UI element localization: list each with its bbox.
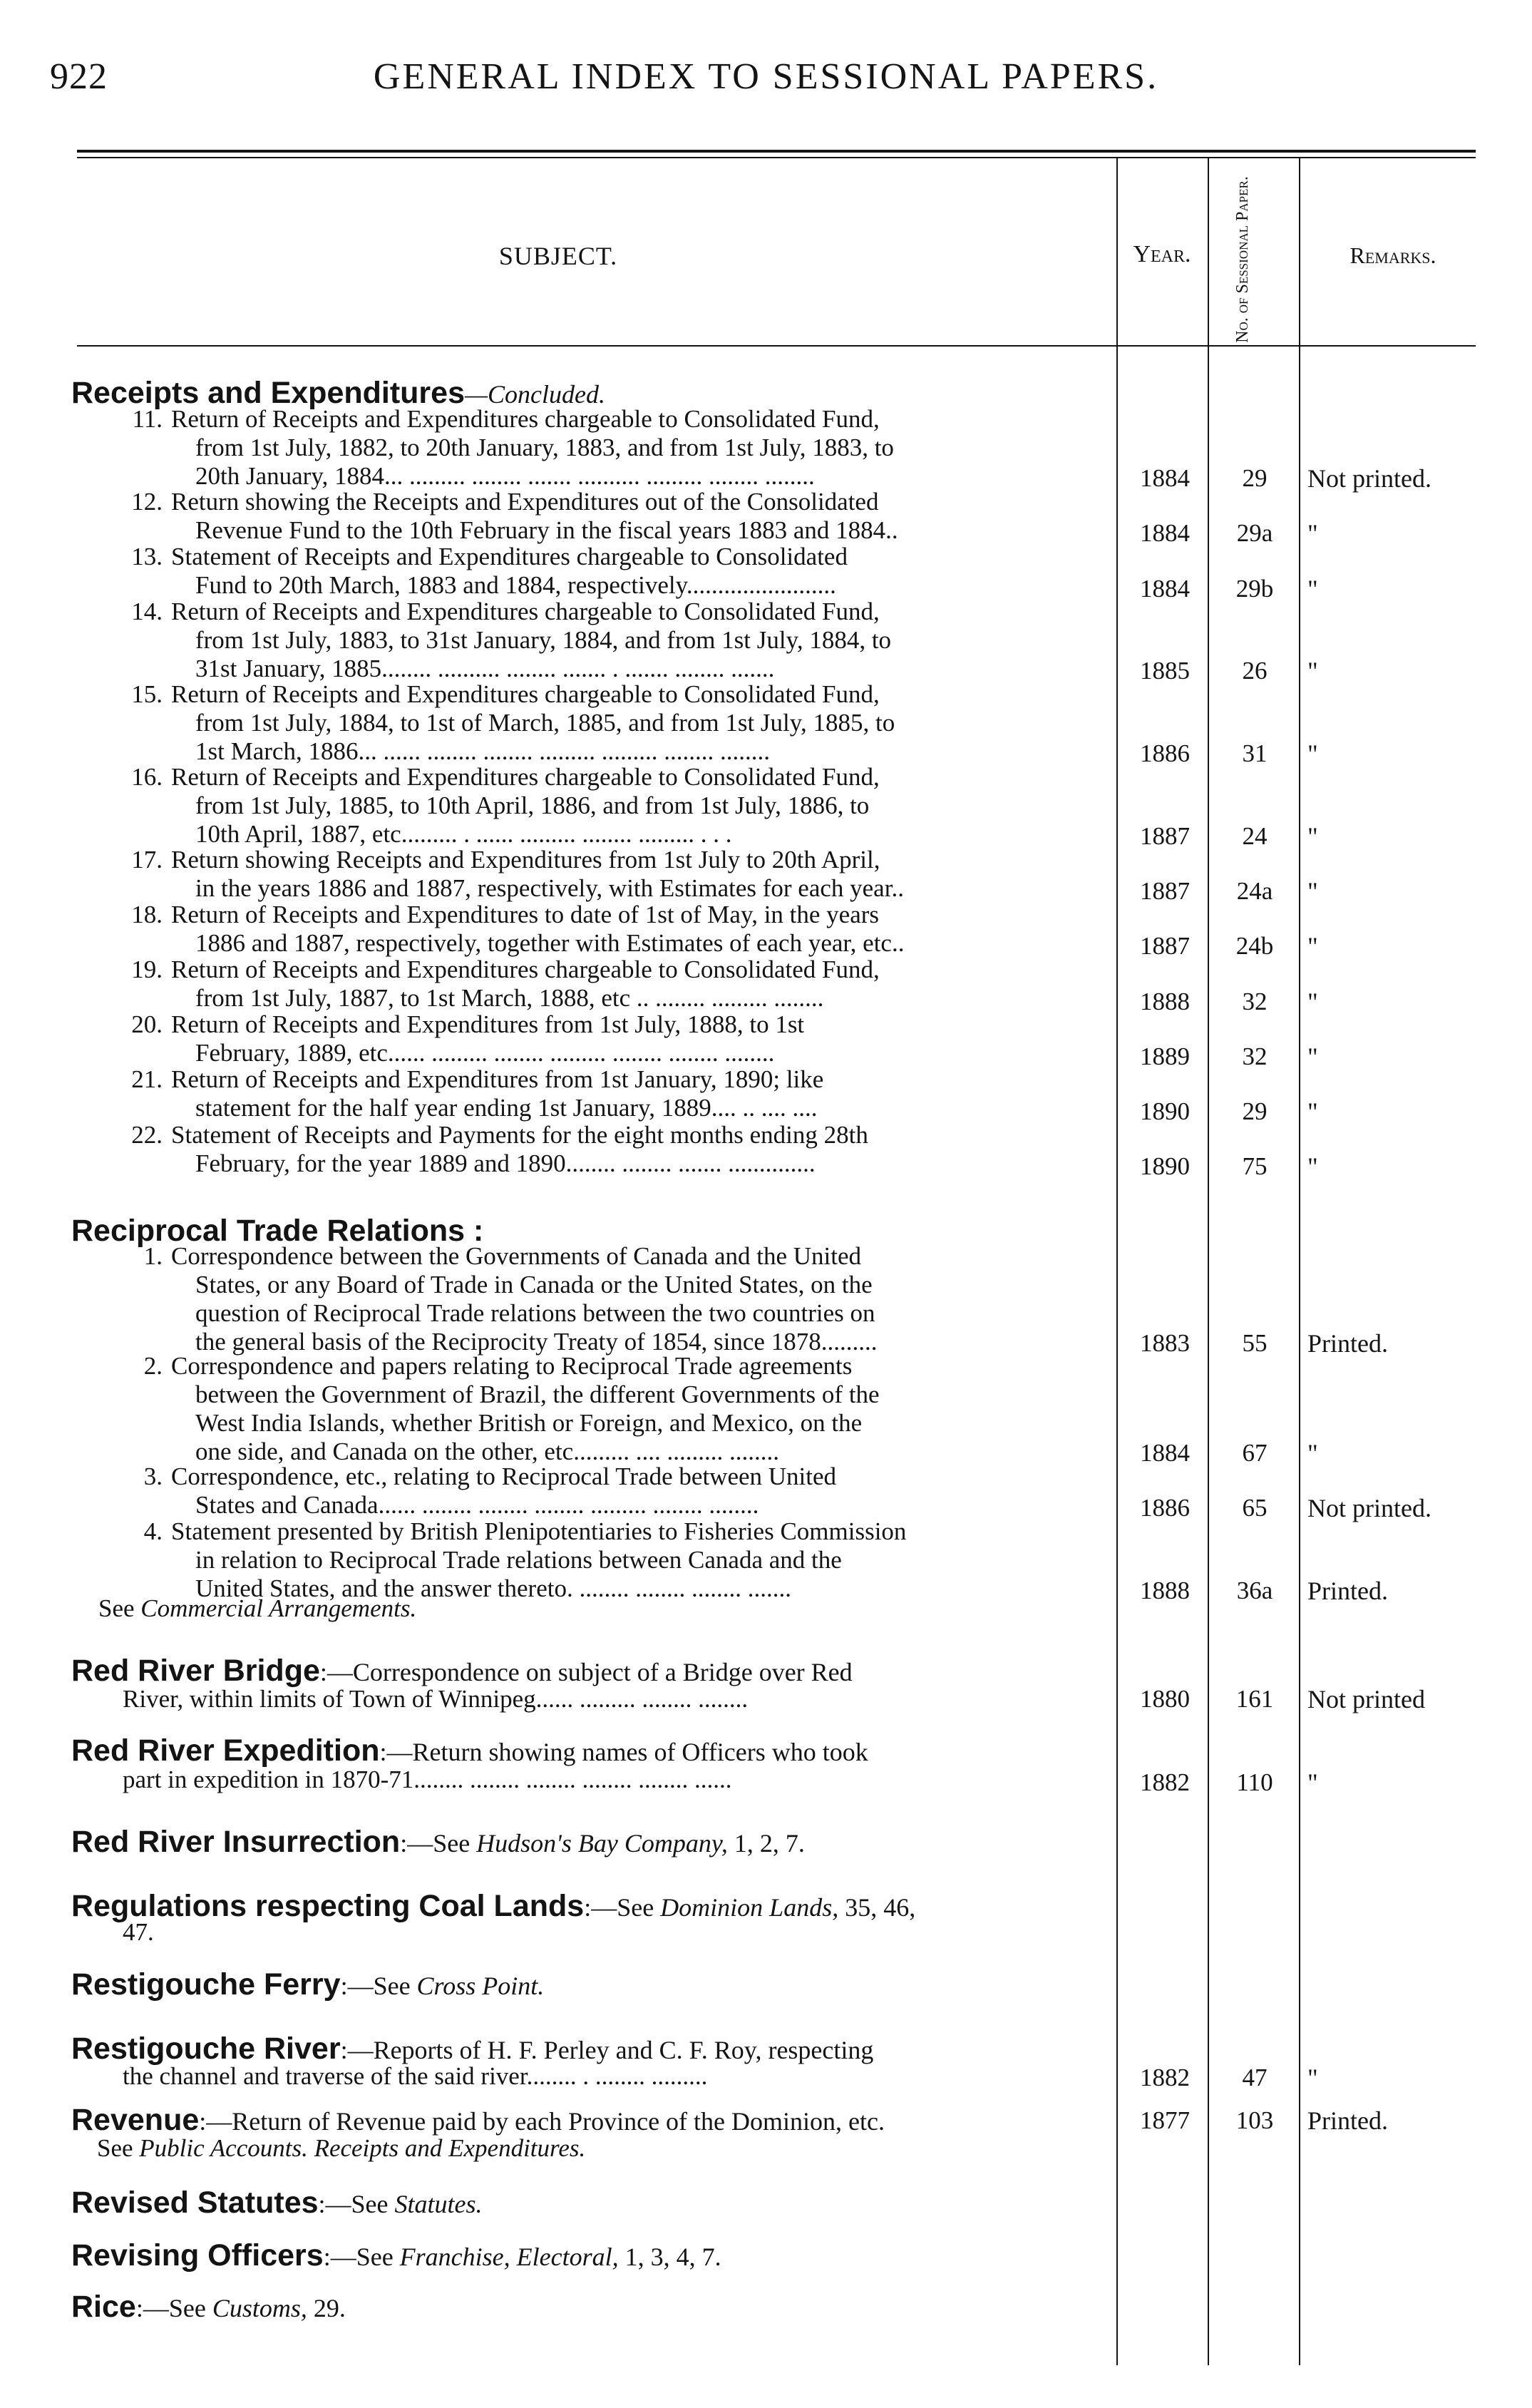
item-description-line: 10th April, 1887, etc......... . ...... ......... ........ ......... . . . bbox=[195, 819, 732, 848]
item-paper-number: 29a bbox=[1236, 519, 1273, 548]
item-remarks: " bbox=[1307, 1152, 1318, 1182]
item-description-line: between the Government of Brazil, the different Governments of the bbox=[195, 1380, 880, 1409]
entry-remarks: Printed. bbox=[1307, 2106, 1388, 2135]
item-paper-number: 67 bbox=[1242, 1439, 1268, 1467]
item-description-line: February, 1889, etc...... ......... ........ ......... ........ ........ ........ bbox=[195, 1039, 775, 1067]
entry-rice bbox=[71, 2290, 1112, 2325]
item-description bbox=[171, 1517, 1116, 1603]
entry-year: 1880 bbox=[1140, 1685, 1190, 1713]
item-description bbox=[171, 901, 1116, 958]
item-paper-number: 26 bbox=[1242, 657, 1268, 685]
item-description-line: Return of Receipts and Expenditures from 1st July, 1888, to 1st bbox=[171, 1010, 805, 1039]
item-number: 3. bbox=[143, 1462, 163, 1490]
item-description-line: 31st January, 1885........ .......... ........ ....... . ....... ........ ....... bbox=[195, 655, 775, 683]
item-description-line: Return of Receipts and Expenditures chargeable to Consolidated Fund, bbox=[171, 680, 880, 708]
item-paper-number: 36a bbox=[1236, 1577, 1273, 1605]
column-divider-year bbox=[1116, 158, 1118, 2365]
item-number: 18. bbox=[131, 900, 163, 928]
item-paper-number: 75 bbox=[1242, 1152, 1268, 1181]
item-year: 1887 bbox=[1140, 822, 1190, 850]
entry-paper-number: 103 bbox=[1235, 2106, 1274, 2134]
item-description bbox=[171, 1065, 1116, 1122]
item-year: 1884 bbox=[1140, 574, 1190, 603]
entry-red-river-expedition bbox=[71, 1734, 1112, 1768]
item-description bbox=[171, 543, 1116, 600]
entry-revised-statutes bbox=[71, 2186, 1112, 2220]
item-description-line: the general basis of the Reciprocity Treaty of 1854, since 1878......... bbox=[195, 1328, 878, 1356]
entry-continuation: part in expedition in 1870-71........ ........ ........ ........ ........ ...... bbox=[123, 1766, 732, 1793]
entry-see-reference: Statutes. bbox=[394, 2190, 483, 2218]
item-description-line: Return showing Receipts and Expenditures from 1st July to 20th April, bbox=[171, 845, 880, 873]
section-heading-reciprocal-title: Reciprocal Trade Relations : bbox=[71, 1214, 484, 1248]
entry-text: :—Correspondence on subject of a Bridge over Red bbox=[319, 1658, 853, 1686]
item-year: 1886 bbox=[1140, 1494, 1190, 1522]
entry-heading: Regulations respecting Coal Lands bbox=[71, 1889, 585, 1923]
entry-heading: Restigouche River bbox=[71, 2032, 341, 2066]
entry-see-reference: Dominion Lands, bbox=[660, 1893, 839, 1922]
entry-heading: Restigouche Ferry bbox=[71, 1967, 341, 2002]
entry-text: :—See bbox=[584, 1893, 661, 1922]
entry-restigouche-river bbox=[71, 2032, 1112, 2066]
item-description-line: Return showing the Receipts and Expenditures out of the Consolidated bbox=[171, 487, 879, 516]
page-number: 922 bbox=[50, 56, 108, 97]
item-description-line: 1st March, 1886... ...... ........ ........ ......... ......... ........ ........ bbox=[195, 737, 770, 765]
item-number: 13. bbox=[131, 543, 163, 570]
entry-remarks: " bbox=[1307, 2064, 1318, 2092]
item-description bbox=[171, 955, 1116, 1013]
item-number: 16. bbox=[131, 762, 163, 791]
item-description-line: States and Canada...... ........ ........ ........ ......... ........ ........ bbox=[195, 1490, 759, 1519]
item-remarks: " bbox=[1307, 574, 1318, 603]
item-description-line: from 1st July, 1883, to 31st January, 1884, and from 1st July, 1884, to bbox=[195, 626, 892, 655]
see-reference: Public Accounts. Receipts and Expenditures. bbox=[139, 2134, 586, 2162]
item-description bbox=[171, 846, 1116, 903]
item-number: 20. bbox=[131, 1010, 163, 1039]
item-description-line: question of Reciprocal Trade relations between the two countries on bbox=[195, 1299, 875, 1327]
item-paper-number: 24a bbox=[1236, 877, 1273, 906]
entry-see-numbers: 35, 46, bbox=[838, 1893, 916, 1922]
item-number: 22. bbox=[131, 1120, 163, 1149]
item-description-line: United States, and the answer thereto. ........ ........ ........ ....... bbox=[195, 1574, 791, 1602]
item-description bbox=[171, 1121, 1116, 1178]
item-paper-number: 24b bbox=[1235, 932, 1274, 960]
entry-see-reference: Hudson's Bay Company, bbox=[476, 1829, 728, 1858]
entry-year: 1882 bbox=[1140, 1768, 1190, 1796]
entry-see-reference: Customs, bbox=[212, 2294, 307, 2322]
item-year: 1890 bbox=[1140, 1097, 1190, 1125]
item-description bbox=[171, 488, 1116, 545]
item-year: 1890 bbox=[1140, 1152, 1190, 1181]
entry-restigouche-ferry bbox=[71, 1968, 1112, 2002]
item-description-line: States, or any Board of Trade in Canada or the United States, on the bbox=[195, 1271, 873, 1298]
item-remarks: Not printed. bbox=[1307, 1494, 1431, 1523]
page-header bbox=[0, 56, 1532, 106]
item-year: 1883 bbox=[1140, 1328, 1190, 1357]
reciprocal-see-also bbox=[98, 1594, 416, 1623]
item-description bbox=[171, 1242, 1116, 1356]
item-paper-number: 31 bbox=[1242, 739, 1268, 768]
item-description bbox=[171, 1462, 1116, 1520]
entry-see-numbers: 1, 3, 4, 7. bbox=[618, 2243, 721, 2271]
item-description-line: Revenue Fund to the 10th February in the fiscal years 1883 and 1884.. bbox=[195, 516, 898, 544]
item-year: 1884 bbox=[1140, 519, 1190, 548]
item-year: 1888 bbox=[1140, 1577, 1190, 1605]
entry-text: :—See bbox=[318, 2190, 395, 2218]
entry-regulations-coal-lands bbox=[71, 1890, 1112, 1924]
column-header-paper: No. of Sessional Paper. bbox=[1233, 176, 1252, 343]
item-year: 1889 bbox=[1140, 1042, 1190, 1070]
item-description-line: statement for the half year ending 1st January, 1889.... .. .... .... bbox=[195, 1094, 818, 1122]
entry-revenue bbox=[71, 2104, 1112, 2138]
item-description-line: in relation to Reciprocal Trade relations between Canada and the bbox=[195, 1546, 842, 1574]
item-description-line: from 1st July, 1884, to 1st of March, 1885, and from 1st July, 1885, to bbox=[195, 709, 895, 737]
item-description bbox=[171, 1352, 1116, 1466]
entry-year: 1882 bbox=[1140, 2064, 1190, 2091]
entry-text: :—Reports of H. F. Perley and C. F. Roy, respecting bbox=[340, 2036, 874, 2064]
item-remarks: " bbox=[1307, 877, 1318, 906]
section-heading-receipts-title: Receipts and Expenditures bbox=[71, 376, 465, 410]
item-description bbox=[171, 763, 1116, 849]
item-remarks: " bbox=[1307, 1439, 1318, 1468]
column-header-year: Year. bbox=[1133, 241, 1191, 267]
entry-heading: Red River Expedition bbox=[71, 1733, 380, 1768]
entry-heading: Revised Statutes bbox=[71, 2186, 319, 2220]
item-remarks: Not printed. bbox=[1307, 464, 1431, 493]
item-number: 14. bbox=[131, 598, 163, 626]
entry-text: :—See bbox=[323, 2243, 400, 2271]
entry-paper-number: 161 bbox=[1235, 1685, 1274, 1713]
item-year: 1884 bbox=[1140, 464, 1190, 493]
header-rule-thin bbox=[77, 157, 1476, 158]
entry-paper-number: 110 bbox=[1236, 1768, 1273, 1796]
item-remarks: " bbox=[1307, 657, 1318, 686]
item-description-line: one side, and Canada on the other, etc......... .... ......... ........ bbox=[195, 1438, 779, 1466]
entry-paper-number: 47 bbox=[1242, 2064, 1268, 2091]
item-description-line: 20th January, 1884... ......... ........ ....... .......... ......... ........ ........ bbox=[195, 462, 815, 490]
see-label: See bbox=[97, 2134, 140, 2162]
entry-heading: Red River Insurrection bbox=[71, 1825, 401, 1859]
item-description-line: Statement of Receipts and Payments for the eight months ending 28th bbox=[171, 1120, 868, 1149]
item-paper-number: 29 bbox=[1242, 464, 1268, 493]
item-paper-number: 32 bbox=[1242, 1042, 1268, 1070]
item-number: 17. bbox=[131, 845, 163, 873]
item-description-line: February, for the year 1889 and 1890........ ........ ....... .............. bbox=[195, 1149, 816, 1177]
item-year: 1888 bbox=[1140, 987, 1190, 1015]
entry-see-numbers: 1, 2, 7. bbox=[727, 1829, 805, 1858]
item-description-line: in the years 1886 and 1887, respectively, with Estimates for each year.. bbox=[195, 873, 904, 902]
item-description bbox=[171, 680, 1116, 766]
item-paper-number: 65 bbox=[1242, 1494, 1268, 1522]
item-remarks: " bbox=[1307, 932, 1318, 961]
item-description-line: Return of Receipts and Expenditures from 1st January, 1890; like bbox=[171, 1065, 824, 1094]
item-description bbox=[171, 1010, 1116, 1067]
entry-heading: Red River Bridge bbox=[71, 1654, 320, 1688]
item-paper-number: 24 bbox=[1242, 822, 1268, 850]
entry-text: :—See bbox=[340, 1972, 417, 2000]
entry-continuation: 47. bbox=[123, 1918, 154, 1946]
item-number: 21. bbox=[131, 1065, 163, 1094]
section-heading-receipts-concluded: —Concluded. bbox=[465, 380, 605, 409]
item-remarks: " bbox=[1307, 739, 1318, 769]
item-description-line: Statement presented by British Plenipotentiaries to Fisheries Commission bbox=[171, 1517, 907, 1545]
see-label: See bbox=[98, 1594, 135, 1622]
column-divider-remarks bbox=[1299, 158, 1300, 2365]
entry-see-reference: Franchise, Electoral, bbox=[399, 2243, 619, 2271]
entry-heading: Revising Officers bbox=[71, 2238, 324, 2273]
entry-red-river-bridge bbox=[71, 1654, 1112, 1689]
entry-heading: Rice bbox=[71, 2290, 136, 2324]
item-description-line: Return of Receipts and Expenditures chargeable to Consolidated Fund, bbox=[171, 598, 880, 626]
item-description-line: Fund to 20th March, 1883 and 1884, respectively........................ bbox=[195, 571, 836, 599]
item-description-line: Return of Receipts and Expenditures to date of 1st of May, in the years bbox=[171, 900, 880, 928]
item-number: 11. bbox=[132, 405, 163, 433]
item-year: 1887 bbox=[1140, 932, 1190, 960]
column-header-subject: SUBJECT. bbox=[498, 242, 618, 270]
item-remarks: Printed. bbox=[1307, 1328, 1388, 1358]
item-description-line: Correspondence and papers relating to Reciprocal Trade agreements bbox=[171, 1352, 853, 1380]
item-description-line: Correspondence between the Governments of Canada and the United bbox=[171, 1242, 862, 1270]
item-remarks: " bbox=[1307, 1042, 1318, 1071]
entry-see-numbers: 29. bbox=[307, 2294, 346, 2322]
entry-heading: Revenue bbox=[71, 2103, 200, 2137]
item-number: 12. bbox=[131, 487, 163, 516]
item-paper-number: 29 bbox=[1242, 1097, 1268, 1125]
header-rule-thick bbox=[77, 150, 1476, 153]
item-description-line: Statement of Receipts and Expenditures chargeable to Consolidated bbox=[171, 543, 848, 570]
entry-revising-officers bbox=[71, 2239, 1112, 2273]
item-year: 1886 bbox=[1140, 739, 1190, 768]
item-description bbox=[171, 405, 1116, 491]
item-paper-number: 55 bbox=[1242, 1328, 1268, 1357]
item-number: 2. bbox=[143, 1352, 163, 1380]
item-remarks: " bbox=[1307, 987, 1318, 1016]
page-title: GENERAL INDEX TO SESSIONAL PAPERS. bbox=[373, 56, 1159, 97]
column-header-remarks: Remarks. bbox=[1350, 242, 1436, 268]
item-description-line: West India Islands, whether British or Foreign, and Mexico, on the bbox=[195, 1409, 863, 1438]
item-description-line: 1886 and 1887, respectively, together with Estimates of each year, etc.. bbox=[195, 928, 905, 957]
item-year: 1885 bbox=[1140, 657, 1190, 685]
entry-continuation: River, within limits of Town of Winnipeg...... ......... ........ ........ bbox=[123, 1685, 749, 1713]
item-description-line: Correspondence, etc., relating to Reciprocal Trade between United bbox=[171, 1462, 837, 1490]
entry-remarks: " bbox=[1307, 1768, 1318, 1797]
item-remarks: " bbox=[1307, 822, 1318, 851]
item-year: 1887 bbox=[1140, 877, 1190, 906]
entry-see-also bbox=[97, 2134, 585, 2163]
entry-text: :—See bbox=[135, 2294, 212, 2322]
item-description-line: from 1st July, 1887, to 1st March, 1888, etc .. ........ ......... ........ bbox=[195, 984, 824, 1012]
item-number: 15. bbox=[131, 680, 163, 708]
entry-text: :—Return showing names of Officers who took bbox=[379, 1738, 868, 1766]
item-paper-number: 29b bbox=[1235, 574, 1274, 603]
entry-year: 1877 bbox=[1140, 2106, 1190, 2134]
item-remarks: " bbox=[1307, 1097, 1318, 1126]
entry-see-reference: Cross Point. bbox=[416, 1972, 545, 2000]
item-description bbox=[171, 598, 1116, 683]
item-description-line: from 1st July, 1882, to 20th January, 1883, and from 1st July, 1883, to bbox=[195, 434, 894, 461]
item-description-line: Return of Receipts and Expenditures chargeable to Consolidated Fund, bbox=[171, 762, 880, 791]
entry-remarks: Not printed bbox=[1307, 1685, 1425, 1713]
entry-red-river-insurrection bbox=[71, 1825, 1112, 1860]
entry-text: :—See bbox=[400, 1829, 477, 1858]
item-number: 1. bbox=[143, 1242, 163, 1270]
entry-text: :—Return of Revenue paid by each Province of the Dominion, etc. bbox=[199, 2107, 885, 2136]
item-year: 1884 bbox=[1140, 1439, 1190, 1467]
item-number: 4. bbox=[143, 1517, 163, 1545]
see-reference: Commercial Arrangements. bbox=[140, 1594, 417, 1622]
entry-continuation: the channel and traverse of the said river........ . ........ ......... bbox=[123, 2062, 708, 2090]
item-remarks: " bbox=[1307, 519, 1318, 548]
item-number: 19. bbox=[131, 955, 163, 983]
item-description-line: from 1st July, 1885, to 10th April, 1886, and from 1st July, 1886, to bbox=[195, 791, 870, 819]
item-remarks: Printed. bbox=[1307, 1577, 1388, 1606]
item-paper-number: 32 bbox=[1242, 987, 1268, 1015]
item-description-line: Return of Receipts and Expenditures chargeable to Consolidated Fund, bbox=[171, 955, 880, 983]
item-description-line: Return of Receipts and Expenditures chargeable to Consolidated Fund, bbox=[171, 405, 880, 433]
